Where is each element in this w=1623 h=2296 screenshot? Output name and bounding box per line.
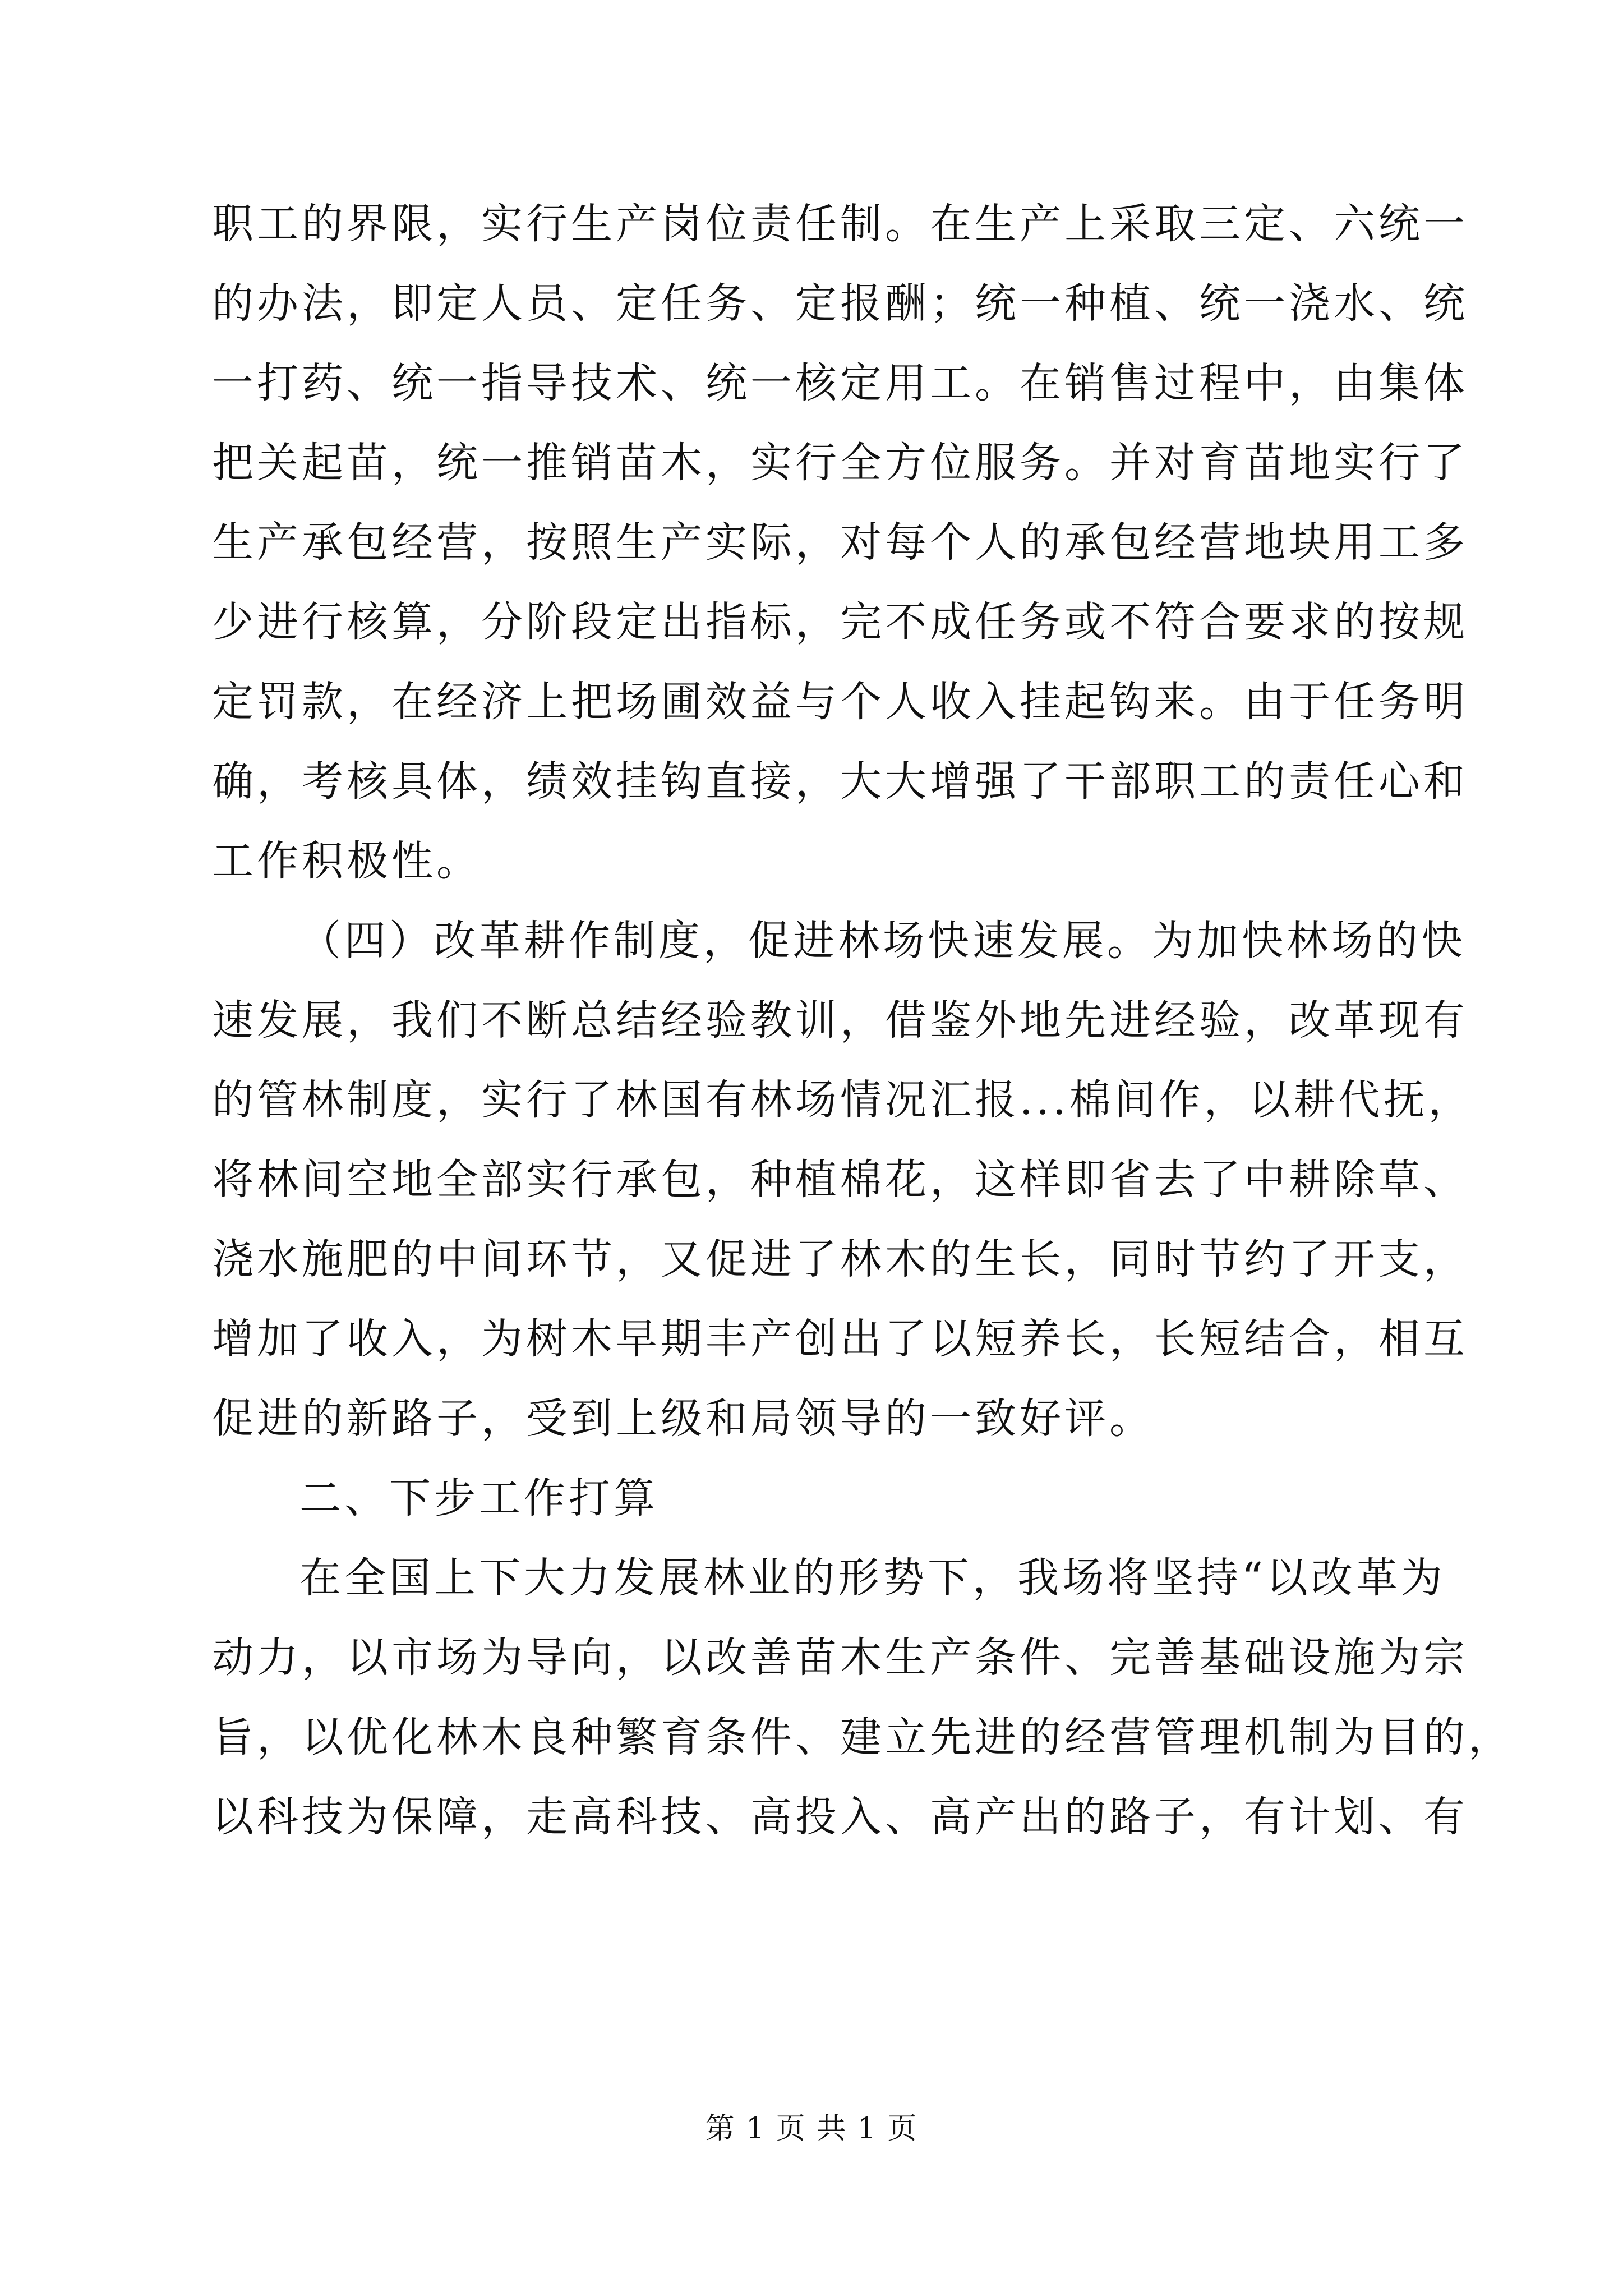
text-line: 在全国上下大力发展林业的形势下，我场将坚持“以改革为 — [299, 1554, 1446, 1602]
text-line: （四）改革耕作制度，促进林场快速发展。为加快林场的快 — [299, 917, 1466, 965]
text-line: 定罚款，在经济上把场圃效益与个人收入挂起钩来。由于任务明 — [212, 678, 1468, 726]
text-line: 将林间空地全部实行承包，种植棉花，这样即省去了中耕除草、 — [212, 1156, 1468, 1204]
text-line: 动力，以市场为导向，以改善苗木生产条件、完善基础设施为宗 — [212, 1634, 1468, 1682]
text-line: 以科技为保障，走高科技、高投入、高产出的路子，有计划、有 — [212, 1793, 1468, 1841]
text-line: 旨，以优化林木良种繁育条件、建立先进的经营管理机制为目的， — [212, 1713, 1513, 1761]
text-line: 的管林制度，实行了林国有林场情况汇报...棉间作，以耕代抚， — [212, 1076, 1473, 1124]
text-line: 一打药、统一指导技术、统一核定用工。在销售过程中，由集体 — [212, 359, 1468, 407]
text-line: 二、下步工作打算 — [299, 1474, 658, 1522]
text-line: 生产承包经营，按照生产实际，对每个人的承包经营地块用工多 — [212, 518, 1468, 567]
text-line: 增加了收入，为树木早期丰产创出了以短养长，长短结合，相互 — [212, 1315, 1468, 1363]
document-body — [212, 184, 1513, 1857]
text-line: 少进行核算，分阶段定出指标，完不成任务或不符合要求的按规 — [212, 598, 1468, 646]
text-line: 的办法，即定人员、定任务、定报酬；统一种植、统一浇水、统 — [212, 279, 1468, 328]
text-line: 促进的新路子，受到上级和局领导的一致好评。 — [212, 1395, 1154, 1443]
text-line: 速发展，我们不断总结经验教训，借鉴外地先进经验，改革现有 — [212, 996, 1468, 1045]
text-line: 工作积极性。 — [212, 837, 481, 885]
page-footer: 第 1 页 共 1 页 — [705, 2112, 918, 2146]
text-line: 确，考核具体，绩效挂钩直接，大大增强了干部职工的责任心和 — [212, 757, 1468, 806]
text-line: 浇水施肥的中间环节，又促进了林木的生长，同时节约了开支， — [212, 1235, 1468, 1283]
text-line: 职工的界限，实行生产岗位责任制。在生产上采取三定、六统一 — [212, 200, 1468, 248]
text-line: 把关起苗，统一推销苗木，实行全方位服务。并对育苗地实行了 — [212, 439, 1468, 487]
